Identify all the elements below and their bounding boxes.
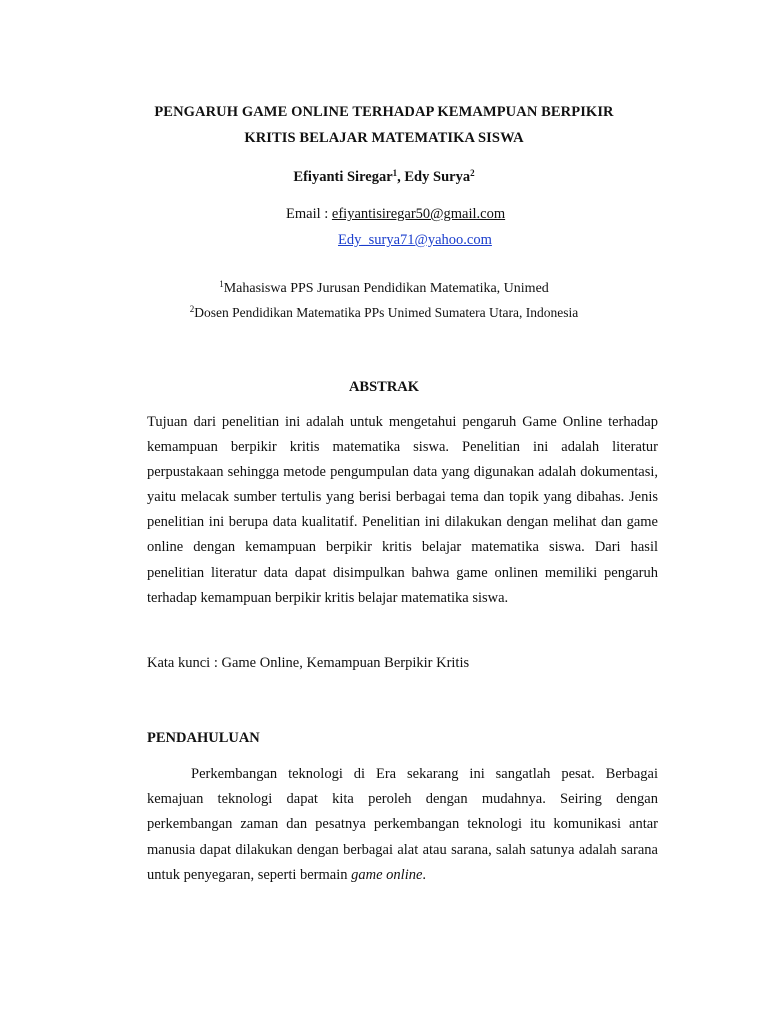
introduction-text: Perkembangan teknologi di Era sekarang ini sangatlah pesat. Berbagai kemajuan teknologi dapat kita peroleh dengan mudahnya. Seiring dengan perkembangan zaman dan pesatnya perkembangan teknologi itu komunikasi antar manusia dapat dilakukan dengan berbagai alat atau sarana, salah satunya adalah sarana untuk penyegaran, seperti bermain [147,766,658,883]
author-2-superscript: 2 [470,168,475,178]
paper-title [130,99,638,151]
email-link-2[interactable]: Edy_surya71@yahoo.com [338,232,492,248]
introduction-end: . [422,866,427,883]
paper-title-line-2: KRITIS BELAJAR MATEMATIKA SISWA [244,130,524,146]
author-list [130,166,638,188]
email-line [286,203,505,225]
author-1-name: Efiyanti Siregar [293,169,393,185]
affiliation-2-text: Dosen Pendidikan Matematika PPs Unimed Sumatera Utara, Indonesia [194,305,579,320]
keywords: Kata kunci : Game Online, Kemampuan Berpikir Kritis [147,655,470,671]
affiliation-1-text: Mahasiswa PPS Jurusan Pendidikan Matematika, Unimed [223,281,549,296]
author-2-name: Edy Surya [404,169,471,185]
author-1-superscript: 1 [392,168,398,178]
email-link-1[interactable]: efiyantisiregar50@gmail.com [331,206,506,222]
affiliation-2 [130,302,638,324]
abstract-heading: ABSTRAK [348,379,420,395]
email-label: Email : [286,206,332,222]
abstract-body: Tujuan dari penelitian ini adalah untuk mengetahui pengaruh Game Online terhadap kemampuan berpikir kritis matematika siswa. Penelitian ini adalah literatur perpustakaan sehingga metode pengumpulan data yang digunakan adalah dokumentasi, yaitu melacak sumber tertulis yang berisi berbagai tema dan topik yang dibahas. Jenis penelitian ini berupa data kualitatif. Penelitian ini dilakukan dengan melihat dan game online dengan kemampuan berpikir kritis belajar matematika siswa. Dari hasil penelitian literatur data dapat disimpulkan bahwa game onlinen memiliki pengaruh terhadap kemampuan berpikir kritis belajar matematika siswa. [147,414,658,606]
introduction-body [147,762,658,888]
affiliation-2-superscript: 2 [189,304,195,314]
paper-title-line-1: PENGARUH GAME ONLINE TERHADAP KEMAMPUAN BERPIKIR [154,104,614,120]
affiliation-1 [130,278,638,300]
introduction-emphasis: game online [351,866,423,883]
introduction-heading: PENDAHULUAN [147,730,260,746]
author-separator: , [397,169,405,185]
affiliation-1-superscript: 1 [219,279,224,289]
